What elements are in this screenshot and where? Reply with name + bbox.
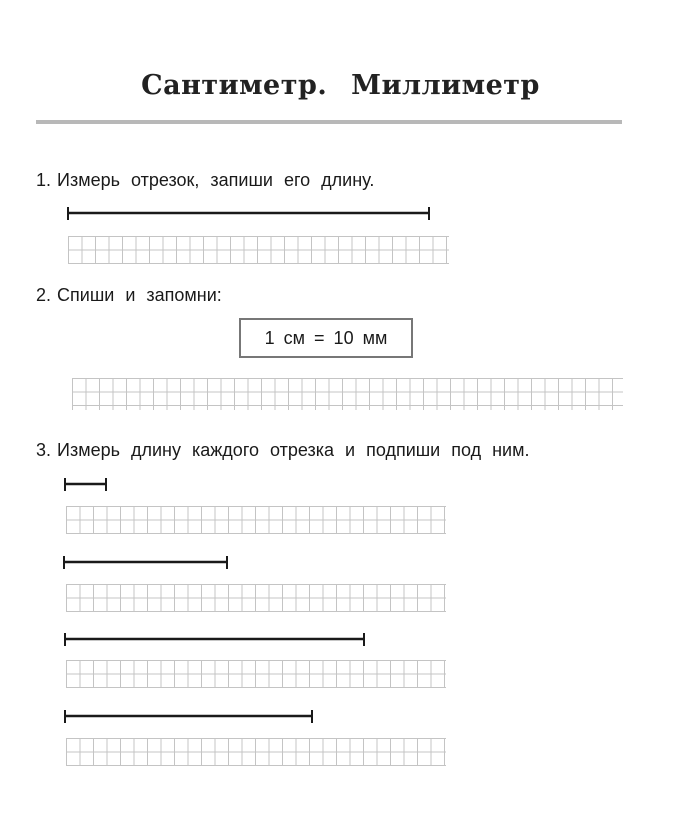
task-1-number: 1. <box>36 170 52 190</box>
title-divider <box>36 120 622 124</box>
task-1 <box>36 170 374 191</box>
task-1-text: Измерь отрезок, запиши его длину. <box>57 170 375 190</box>
answer-grid[interactable] <box>66 660 446 688</box>
task-2-text: Спиши и запомни: <box>57 285 222 305</box>
task-2 <box>36 285 222 306</box>
task-3-segment-4 <box>63 709 315 725</box>
task-3-segment-2 <box>62 555 230 571</box>
task-3 <box>36 440 529 461</box>
page-title: Сантиметр. Миллиметр <box>141 70 540 101</box>
task-3-segment-1 <box>63 477 109 493</box>
formula-box <box>239 318 413 358</box>
answer-grid[interactable] <box>72 378 623 410</box>
task-3-segment-3 <box>63 632 367 648</box>
task-3-text: Измерь длину каждого отрезка и подпиши под ним. <box>57 440 530 460</box>
formula-text: 1 см = 10 мм <box>264 327 388 348</box>
task-2-number: 2. <box>36 285 52 305</box>
task-3-number: 3. <box>36 440 52 460</box>
answer-grid[interactable] <box>66 584 446 612</box>
answer-grid[interactable] <box>66 506 446 534</box>
answer-grid[interactable] <box>66 738 446 766</box>
answer-grid[interactable] <box>68 236 449 264</box>
task-1-segment <box>66 206 432 222</box>
